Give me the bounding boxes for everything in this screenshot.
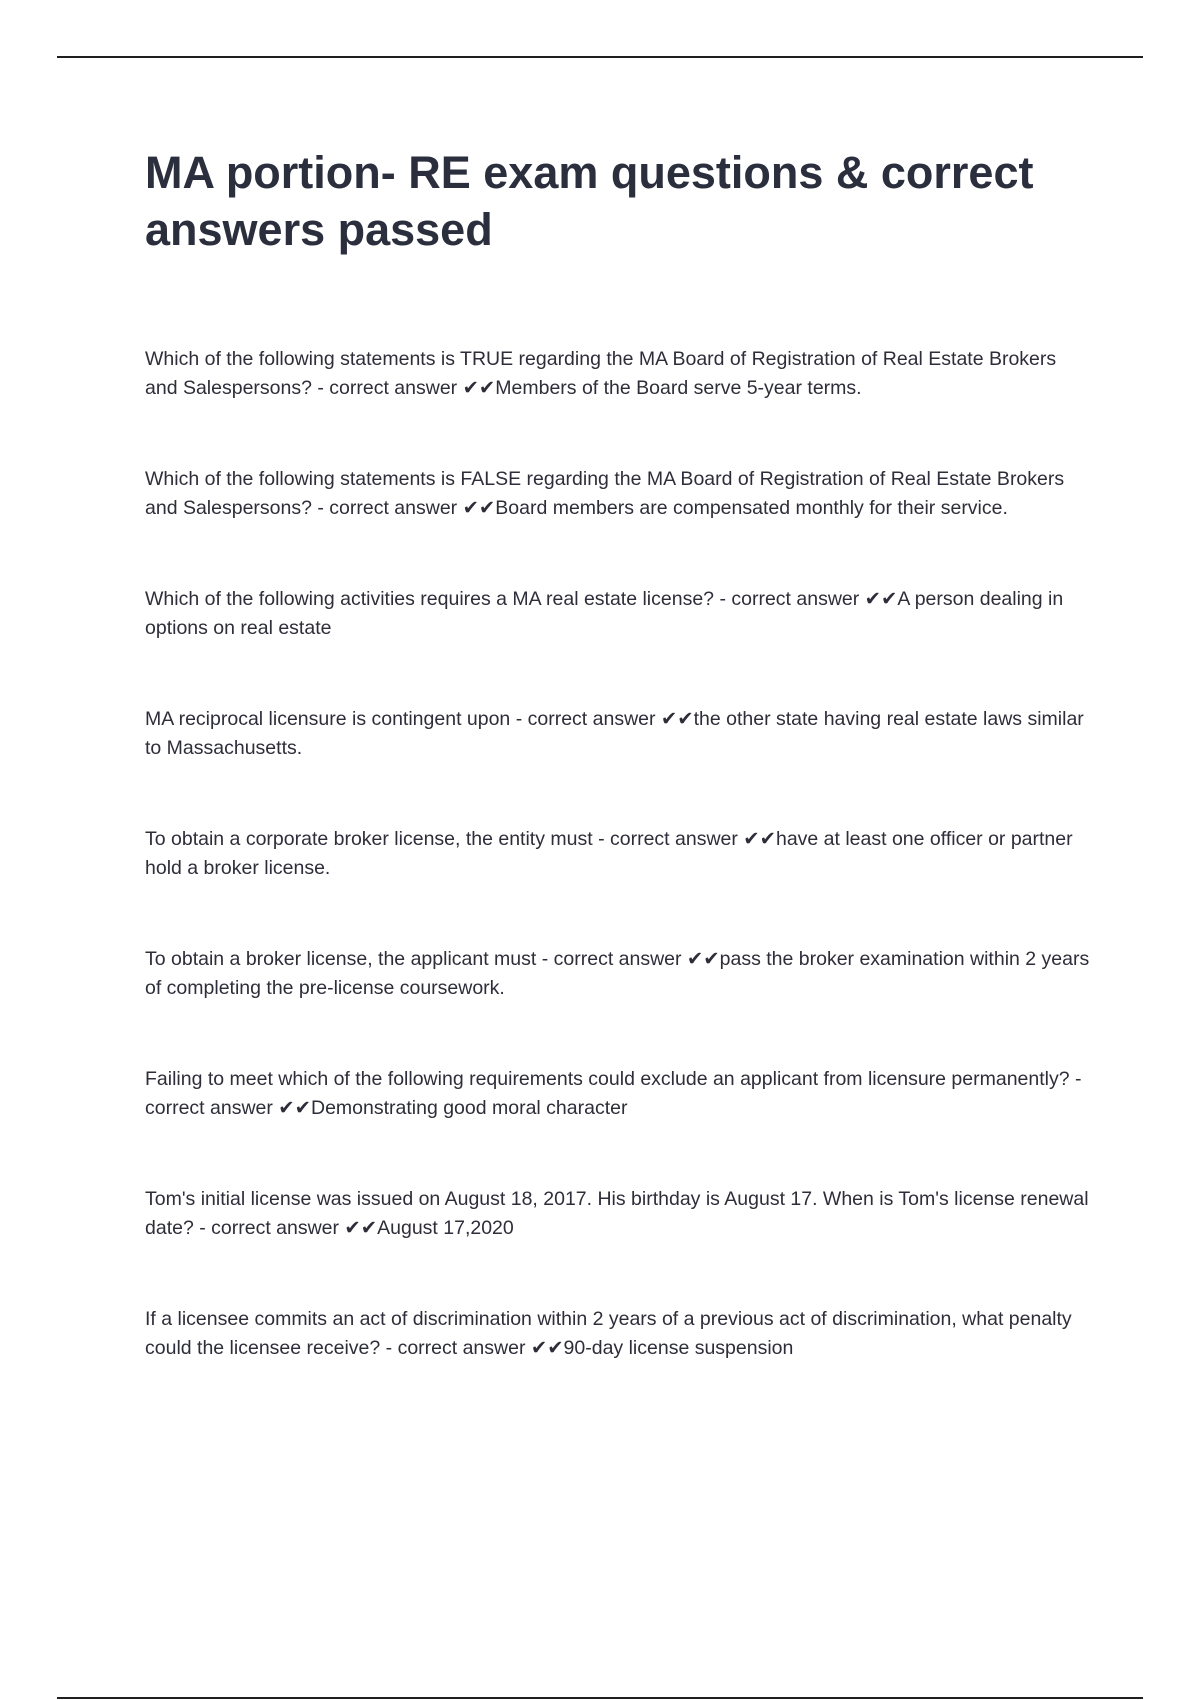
qa-item (145, 345, 1090, 465)
qa-item (145, 1305, 1090, 1425)
answer-text: A person dealing in options on real estate (145, 588, 1064, 639)
qa-item (145, 1065, 1090, 1185)
qa-item (145, 945, 1090, 1065)
qa-item (145, 1185, 1090, 1305)
question-text: Which of the following statements is FALSE regarding the MA Board of Registration of Real Estate Brokers and Salespersons? (145, 468, 1065, 519)
question-text: If a licensee commits an act of discrimination within 2 years of a previous act of discrimination, what penalty could the licensee receive? (145, 1308, 1072, 1359)
answer-separator: - correct answer ✔✔ (311, 497, 496, 519)
question-text: Tom's initial license was issued on August 18, 2017. His birthday is August 17. When is Tom's license renewal date? (145, 1188, 1089, 1239)
answer-separator: - correct answer ✔✔ (592, 828, 776, 850)
answer-separator: - correct answer ✔✔ (536, 948, 720, 970)
qa-list (145, 345, 1090, 1425)
document-title: MA portion- RE exam questions & correct answers passed (145, 147, 1034, 255)
answer-separator: - correct answer ✔✔ (510, 708, 694, 730)
bottom-divider (57, 1697, 1143, 1699)
answer-separator: - correct answer ✔✔ (380, 1337, 564, 1359)
question-text: Which of the following activities requires a MA real estate license? (145, 588, 715, 610)
qa-item (145, 825, 1090, 945)
top-divider (57, 56, 1143, 58)
answer-text: August 17,2020 (377, 1217, 514, 1239)
qa-item (145, 465, 1090, 585)
question-text: Failing to meet which of the following requirements could exclude an applicant from licensure permanently? (145, 1068, 1070, 1090)
answer-text: pass the broker examination within 2 years of completing the pre-license coursework. (145, 948, 1090, 999)
answer-separator: - correct answer ✔✔ (193, 1217, 378, 1239)
question-text: Which of the following statements is TRUE regarding the MA Board of Registration of Real Estate Brokers and Salespersons? (145, 348, 1057, 399)
question-text: To obtain a corporate broker license, the entity must (145, 828, 593, 850)
qa-item (145, 585, 1090, 705)
answer-text: the other state having real estate laws similar to Massachusetts. (145, 708, 1084, 759)
answer-separator: - correct answer ✔✔ (714, 588, 898, 610)
question-text: MA reciprocal licensure is contingent upon (145, 708, 511, 730)
answer-separator: - correct answer ✔✔ (145, 1068, 1082, 1119)
answer-separator: - correct answer ✔✔ (311, 377, 496, 399)
question-text: To obtain a broker license, the applicant must (145, 948, 537, 970)
answer-text: 90-day license suspension (563, 1337, 794, 1359)
answer-text: have at least one officer or partner hold a broker license. (145, 828, 1073, 879)
answer-text: Members of the Board serve 5-year terms. (495, 377, 862, 399)
qa-item (145, 705, 1090, 825)
answer-text: Demonstrating good moral character (310, 1097, 628, 1119)
answer-text: Board members are compensated monthly for their service. (495, 497, 1008, 519)
